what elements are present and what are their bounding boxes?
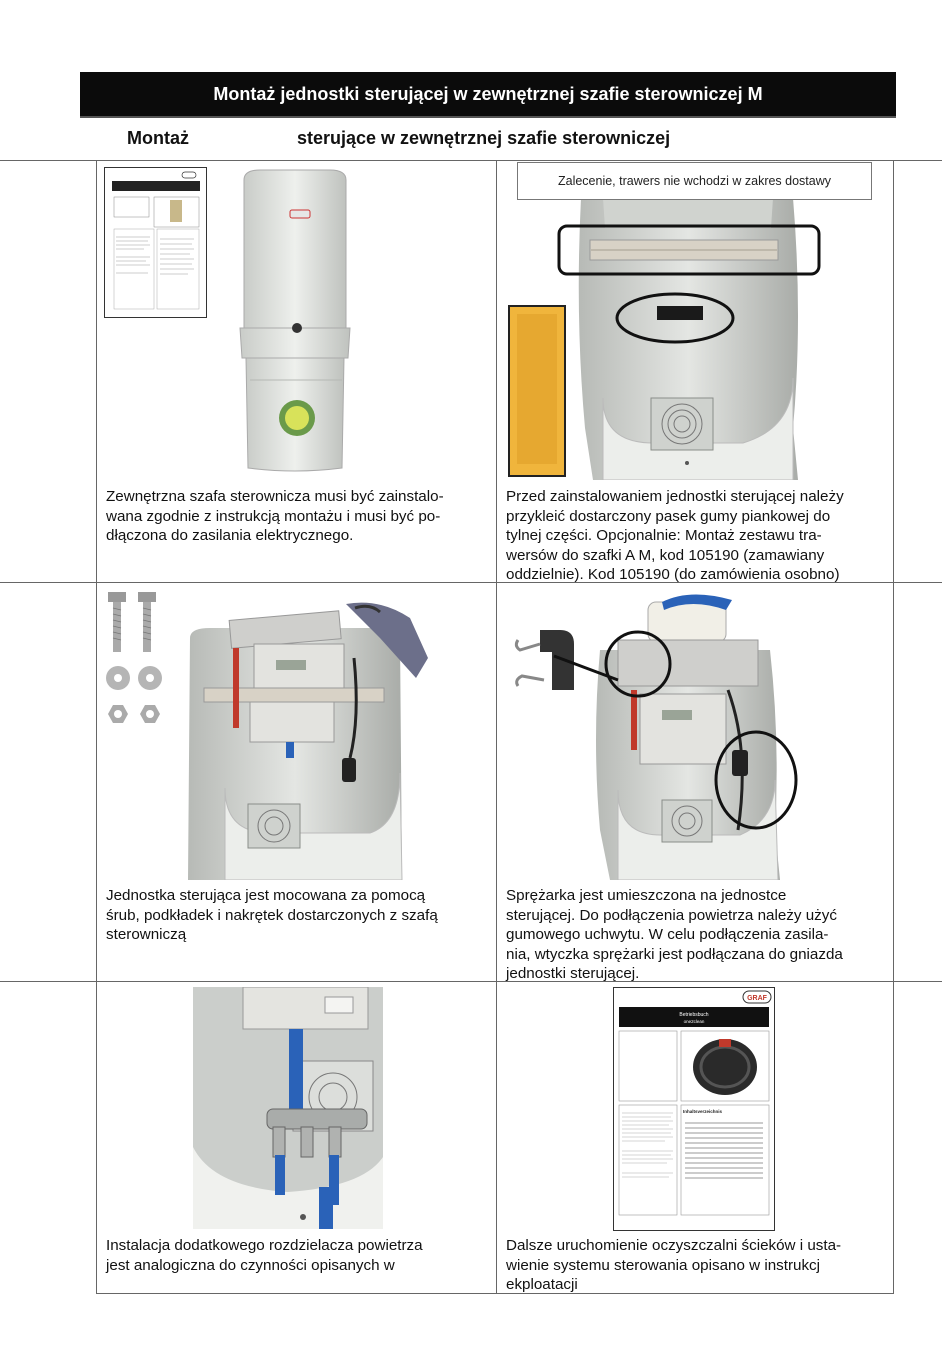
external-cabinet-image bbox=[230, 168, 360, 478]
cabinet-interior-image bbox=[503, 198, 833, 480]
manual-toc-heading: Inhaltsverzeichnis bbox=[683, 1109, 723, 1114]
manual-subtitle: one2clean bbox=[683, 1019, 705, 1024]
subtitle-left: Montaż bbox=[127, 128, 189, 148]
operating-manual-image bbox=[613, 987, 775, 1231]
row1-right-text: Przed zainstalowaniem jednostki sterującej należy przykleić dostarczony pasek gumy piankowej do tylnej części. Opcjonalnie: Montaż zestawu tra- wersów do szafki A M, kod 105190 (zamawiany oddzielnie). Kod 105190 (do zamówienia osobno) bbox=[506, 488, 844, 583]
manual-title: Betriebsbuch bbox=[679, 1012, 709, 1018]
column-divider-middle bbox=[496, 160, 497, 1294]
installation-manual-thumbnail bbox=[104, 167, 208, 319]
row1-left-text: Zewnętrzna szafa sterownicza musi być zainstalo- wana zgodnie z instrukcją montażu i musi być po- dłączona do zasilania elektrycznego. bbox=[106, 488, 444, 544]
column-divider-right bbox=[893, 160, 894, 1294]
compressor-image bbox=[500, 590, 810, 880]
traverse-recommendation-callout: Zalecenie, trawers nie wchodzi w zakres dostawy bbox=[517, 162, 872, 200]
column-divider-left bbox=[96, 160, 97, 1294]
row2-left-text: Jednostka sterująca jest mocowana za pomocą śrub, podkładek i nakrętek dostarczonych z szafą sterowniczą bbox=[106, 887, 438, 943]
graf-logo: GRAF bbox=[747, 995, 767, 1002]
row3-left-text: Instalacja dodatkowego rozdzielacza powietrza jest analogiczna do czynności opisanych w bbox=[106, 1237, 423, 1274]
table-top-border bbox=[0, 160, 942, 161]
air-distributor-image bbox=[193, 987, 383, 1229]
banner-title: Montaż jednostki sterującej w zewnętrznej szafie sterowniczej M bbox=[213, 83, 763, 104]
row2-right-text: Sprężarka jest umieszczona na jednostce sterującej. Do podłączenia powietrza należy użyć gumowego uchwytu. W celu podłączenia zasila- nia, wtyczka sprężarki jest podłączana do gniazda jednostki sterującej. bbox=[506, 887, 843, 982]
row3-right-text: Dalsze uruchomienie oczyszczalni ścieków i usta- wienie systemu sterowania opisano w instrukcj ekploatacji bbox=[506, 1237, 842, 1293]
section-banner bbox=[80, 72, 896, 118]
subtitle-right: sterujące w zewnętrznej szafie sterowniczej bbox=[297, 128, 671, 148]
screws-washers-nuts-image bbox=[102, 590, 168, 730]
control-unit-mounting-image bbox=[180, 598, 430, 880]
